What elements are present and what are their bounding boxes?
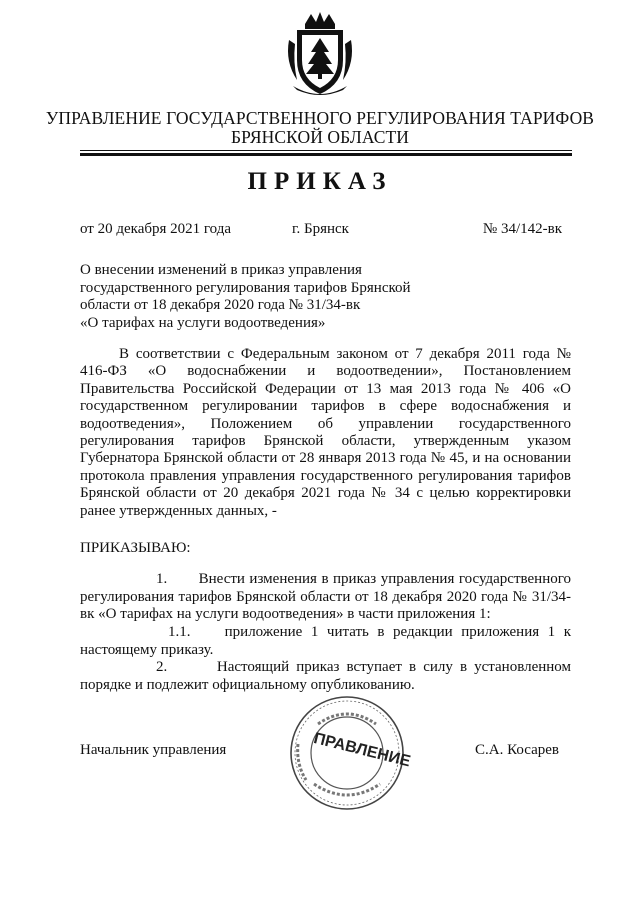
document-number: № 34/142-вк	[482, 221, 562, 237]
document-city: г. Брянск	[292, 221, 349, 237]
order-word: ПРИКАЗЫВАЮ:	[80, 540, 191, 556]
item-text: Настоящий приказ вступает в силу в установленном порядке и подлежит официальному опубликованию.	[80, 659, 571, 693]
agency-name-line2: БРЯНСКОЙ ОБЛАСТИ	[230, 127, 410, 147]
item-number: 1.1.	[168, 624, 191, 640]
item-number: 2.	[156, 659, 168, 675]
header-divider-thin	[80, 150, 572, 151]
subject-line: области от 18 декабря 2020 года № 31/34-вк	[80, 297, 361, 313]
signatory-role: Начальник управления	[80, 742, 227, 758]
order-item	[80, 659, 571, 694]
item-number: 1.	[156, 571, 168, 587]
subject-line: О внесении изменений в приказ управления	[80, 262, 362, 278]
header-divider-thick	[80, 153, 572, 156]
coat-of-arms-icon	[283, 10, 357, 98]
order-item	[80, 571, 571, 624]
document-date: от 20 декабря 2021 года	[80, 221, 232, 237]
preamble-paragraph: В соответствии с Федеральным законом от 7 декабря 2011 года № 416-ФЗ «О водоснабжении и водоотведении», Постановлением Правительства Российской Федерации от 13 мая 2013 года № 406 «О государственном регулировании тарифов в сфере водоснабжения и водоотведения», Положением об управлении государственного регулирования тарифов Брянской области, утвержденным указом Губернатора Брянской области от 28 января 2013 года № 45, и на основании протокола правления управления государственного регулирования тарифов Брянской области от 20 декабря 2021 года № 34 с целью корректировки ранее утвержденных данных, -	[80, 346, 571, 519]
subject-line: государственного регулирования тарифов Брянской	[80, 279, 411, 296]
seal-text: ПРАВЛЕНИЕ	[311, 730, 413, 771]
item-text: Внести изменения в приказ управления государственного регулирования тарифов Брянской области от 18 декабря 2020 года № 31/34-вк «О тарифах на услуги водоотведения» в части приложения 1:	[80, 571, 571, 622]
item-text: приложение 1 читать в редакции приложения 1 к настоящему приказу.	[80, 624, 571, 658]
document-title: ПРИКАЗ	[247, 168, 393, 195]
subject-line: «О тарифах на услуги водоотведения»	[80, 314, 326, 331]
document-subject	[80, 262, 440, 332]
signatory-name: С.А. Косарев	[475, 742, 559, 758]
agency-name-line1: УПРАВЛЕНИЕ ГОСУДАРСТВЕННОГО РЕГУЛИРОВАНИЯ ТАРИФОВ	[45, 108, 595, 128]
order-item	[80, 624, 571, 659]
